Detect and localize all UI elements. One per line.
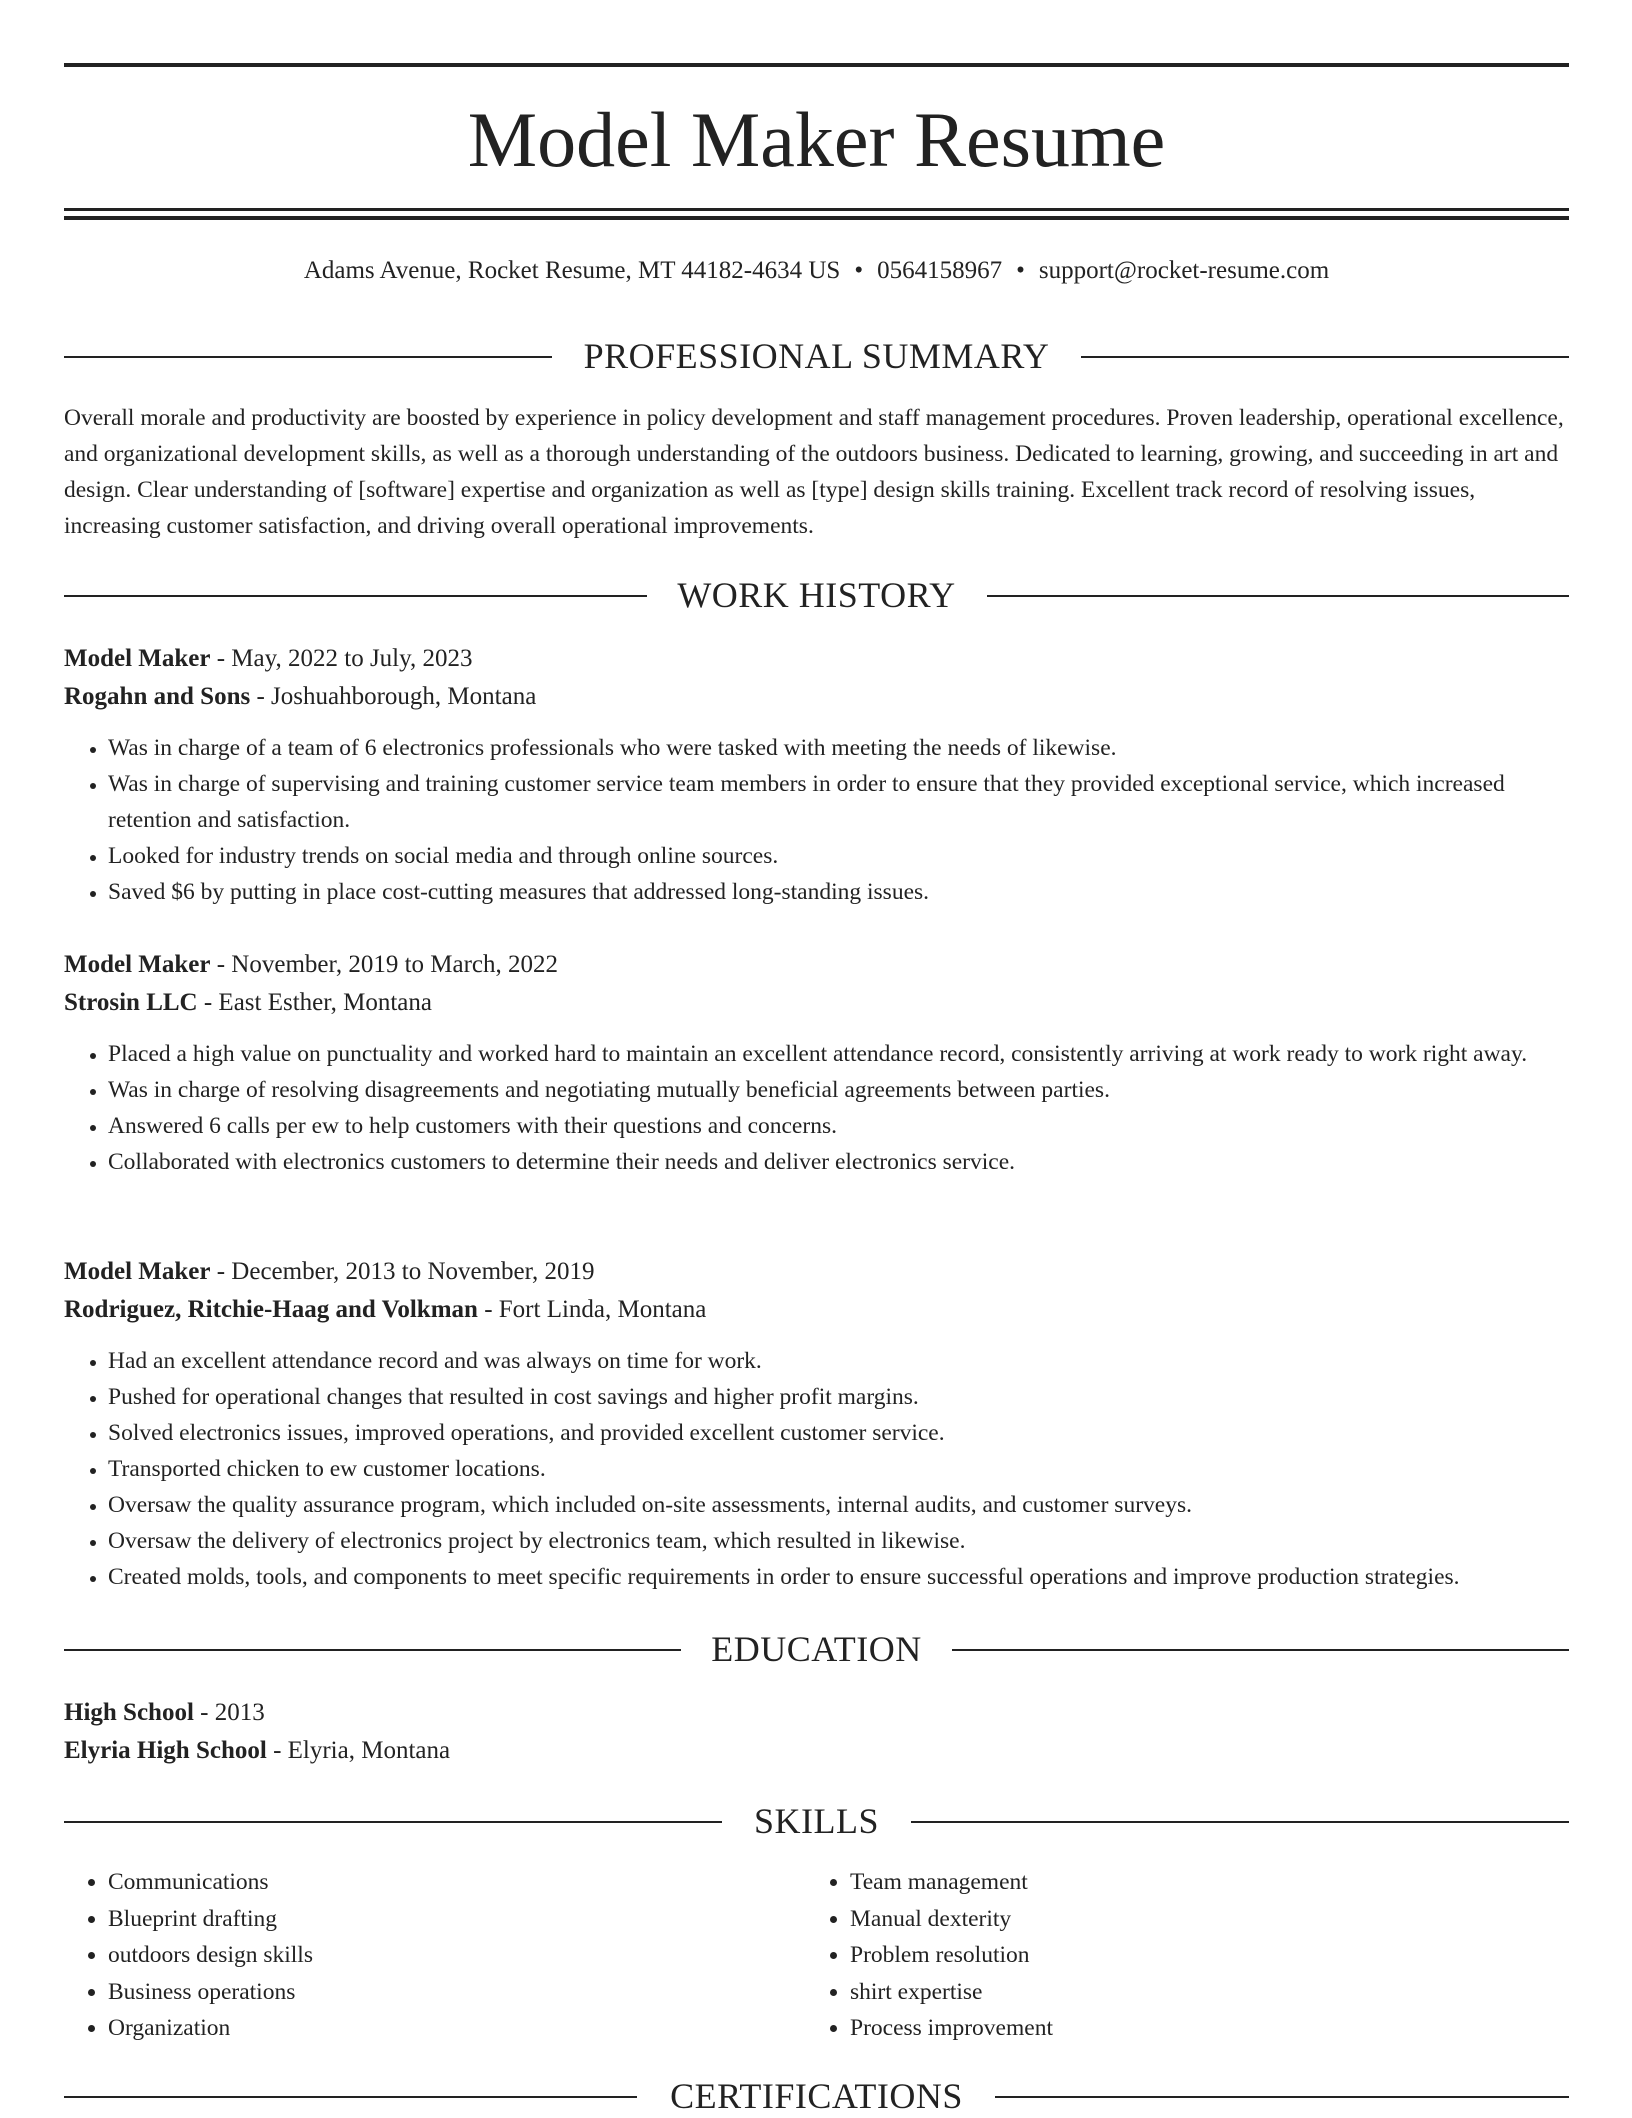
- education-location: - Elyria, Montana: [273, 1737, 451, 1764]
- skill-item: • Manual dexterity: [850, 1901, 1053, 1938]
- contact-line: [64, 254, 1569, 288]
- job-title: Model Maker: [64, 1258, 211, 1285]
- job-company: Rodriguez, Ritchie-Haag and Volkman: [64, 1296, 478, 1323]
- job-title-line: [64, 946, 1569, 984]
- job-entry: [64, 640, 1569, 910]
- job-entry: [64, 1253, 1569, 1595]
- section-header-certifications: [64, 2074, 1569, 2118]
- contact-address: Adams Avenue, Rocket Resume, MT 44182-4634 US: [303, 257, 841, 284]
- education-school: Elyria High School: [64, 1737, 267, 1764]
- job-title: Model Maker: [64, 951, 211, 978]
- job-location: - Fort Linda, Montana: [484, 1296, 707, 1323]
- job-title-line: [64, 640, 1569, 678]
- education-degree-line: [64, 1694, 1569, 1732]
- section-title-summary: PROFESSIONAL SUMMARY: [583, 336, 1050, 376]
- job-company-line: [64, 678, 1569, 716]
- job-location: - East Esther, Montana: [203, 989, 432, 1016]
- contact-phone: 0564158967: [877, 257, 1003, 284]
- job-bullet: • Looked for industry trends on social media and through online sources.: [108, 838, 1569, 874]
- skills-column-left: [64, 1864, 313, 2047]
- skill-item: • Problem resolution: [850, 1937, 1053, 1974]
- job-bullet: • Oversaw the quality assurance program, which included on-site assessments, internal audits, and customer surveys.: [108, 1487, 1569, 1523]
- job-company-line: [64, 1291, 1569, 1329]
- job-bullet: • Created molds, tools, and components to meet specific requirements in order to ensure successful operations and improve production strategies.: [108, 1559, 1569, 1595]
- job-bullet: • Placed a high value on punctuality and worked hard to maintain an excellent attendance record, consistently arriving at work ready to work right away.: [108, 1036, 1569, 1072]
- education-year: - 2013: [200, 1699, 265, 1726]
- section-title-education: EDUCATION: [711, 1629, 922, 1669]
- contact-separator: •: [1016, 257, 1025, 284]
- education-school-line: [64, 1732, 1569, 1770]
- section-header-work: [64, 573, 1569, 617]
- job-company: Strosin LLC: [64, 989, 198, 1016]
- job-bullet: • Had an excellent attendance record and was always on time for work.: [108, 1343, 1569, 1379]
- section-header-skills: [64, 1799, 1569, 1843]
- skills-column-right: [806, 1864, 1053, 2047]
- education-entry: [64, 1694, 1569, 1770]
- job-dates: - December, 2013 to November, 2019: [216, 1258, 595, 1285]
- job-bullet: • Solved electronics issues, improved operations, and provided excellent customer service.: [108, 1415, 1569, 1451]
- job-bullets: [64, 730, 1569, 910]
- skill-item: • Process improvement: [850, 2010, 1053, 2047]
- job-company: Rogahn and Sons: [64, 683, 251, 710]
- job-bullet: • Answered 6 calls per ew to help customers with their questions and concerns.: [108, 1108, 1569, 1144]
- job-entry: [64, 946, 1569, 1180]
- job-title-line: [64, 1253, 1569, 1291]
- skill-item: • Communications: [108, 1864, 313, 1901]
- resume-title: Model Maker Resume: [467, 96, 1166, 183]
- job-bullet: • Oversaw the delivery of electronics project by electronics team, which resulted in likewise.: [108, 1523, 1569, 1559]
- job-bullet: • Was in charge of a team of 6 electronics professionals who were tasked with meeting the needs of likewise.: [108, 730, 1569, 766]
- job-bullet: • Collaborated with electronics customers to determine their needs and deliver electronics service.: [108, 1144, 1569, 1180]
- header-top-rule: [64, 63, 1569, 67]
- summary-text: Overall morale and productivity are boosted by experience in policy development and staff management procedures. Proven leadership, operational excellence, and organizational development skills, as well as a thorough understanding of the outdoors business. Dedicated to learning, growing, and succeeding in art and design. Clear understanding of [software] expertise and organization as well as [type] design skills training. Excellent track record of resolving issues, increasing customer satisfaction, and driving overall operational improvements.: [64, 405, 1564, 539]
- header-bottom-rule: [64, 208, 1569, 211]
- job-bullet: • Was in charge of supervising and training customer service team members in order to ensure that they provided exceptional service, which increased retention and satisfaction.: [108, 766, 1569, 838]
- job-bullets: [64, 1343, 1569, 1595]
- skill-item: • Organization: [108, 2010, 313, 2047]
- job-bullet: • Was in charge of resolving disagreements and negotiating mutually beneficial agreements between parties.: [108, 1072, 1569, 1108]
- skill-item: • outdoors design skills: [108, 1937, 313, 1974]
- skill-item: • Business operations: [108, 1974, 313, 2011]
- job-bullets: [64, 1036, 1569, 1180]
- section-title-work: WORK HISTORY: [677, 575, 956, 615]
- header-bottom-rule-thick: [64, 216, 1569, 220]
- section-title-skills: SKILLS: [753, 1801, 879, 1841]
- job-location: - Joshuahborough, Montana: [256, 683, 537, 710]
- contact-separator: •: [854, 257, 864, 284]
- job-dates: - May, 2022 to July, 2023: [216, 645, 473, 672]
- contact-email: support@rocket-resume.com: [1038, 257, 1330, 284]
- skill-item: • Blueprint drafting: [108, 1901, 313, 1938]
- job-bullet: • Transported chicken to ew customer locations.: [108, 1451, 1569, 1487]
- section-header-summary: [64, 334, 1569, 378]
- education-degree: High School: [64, 1699, 194, 1726]
- job-company-line: [64, 984, 1569, 1022]
- job-bullet: • Saved $6 by putting in place cost-cutting measures that addressed long-standing issues.: [108, 874, 1569, 910]
- skill-item: • shirt expertise: [850, 1974, 1053, 2011]
- section-header-education: [64, 1627, 1569, 1671]
- section-title-certifications: CERTIFICATIONS: [670, 2076, 963, 2116]
- skill-item: • Team management: [850, 1864, 1053, 1901]
- job-dates: - November, 2019 to March, 2022: [216, 951, 559, 978]
- job-bullet: • Pushed for operational changes that resulted in cost savings and higher profit margins.: [108, 1379, 1569, 1415]
- job-title: Model Maker: [64, 645, 211, 672]
